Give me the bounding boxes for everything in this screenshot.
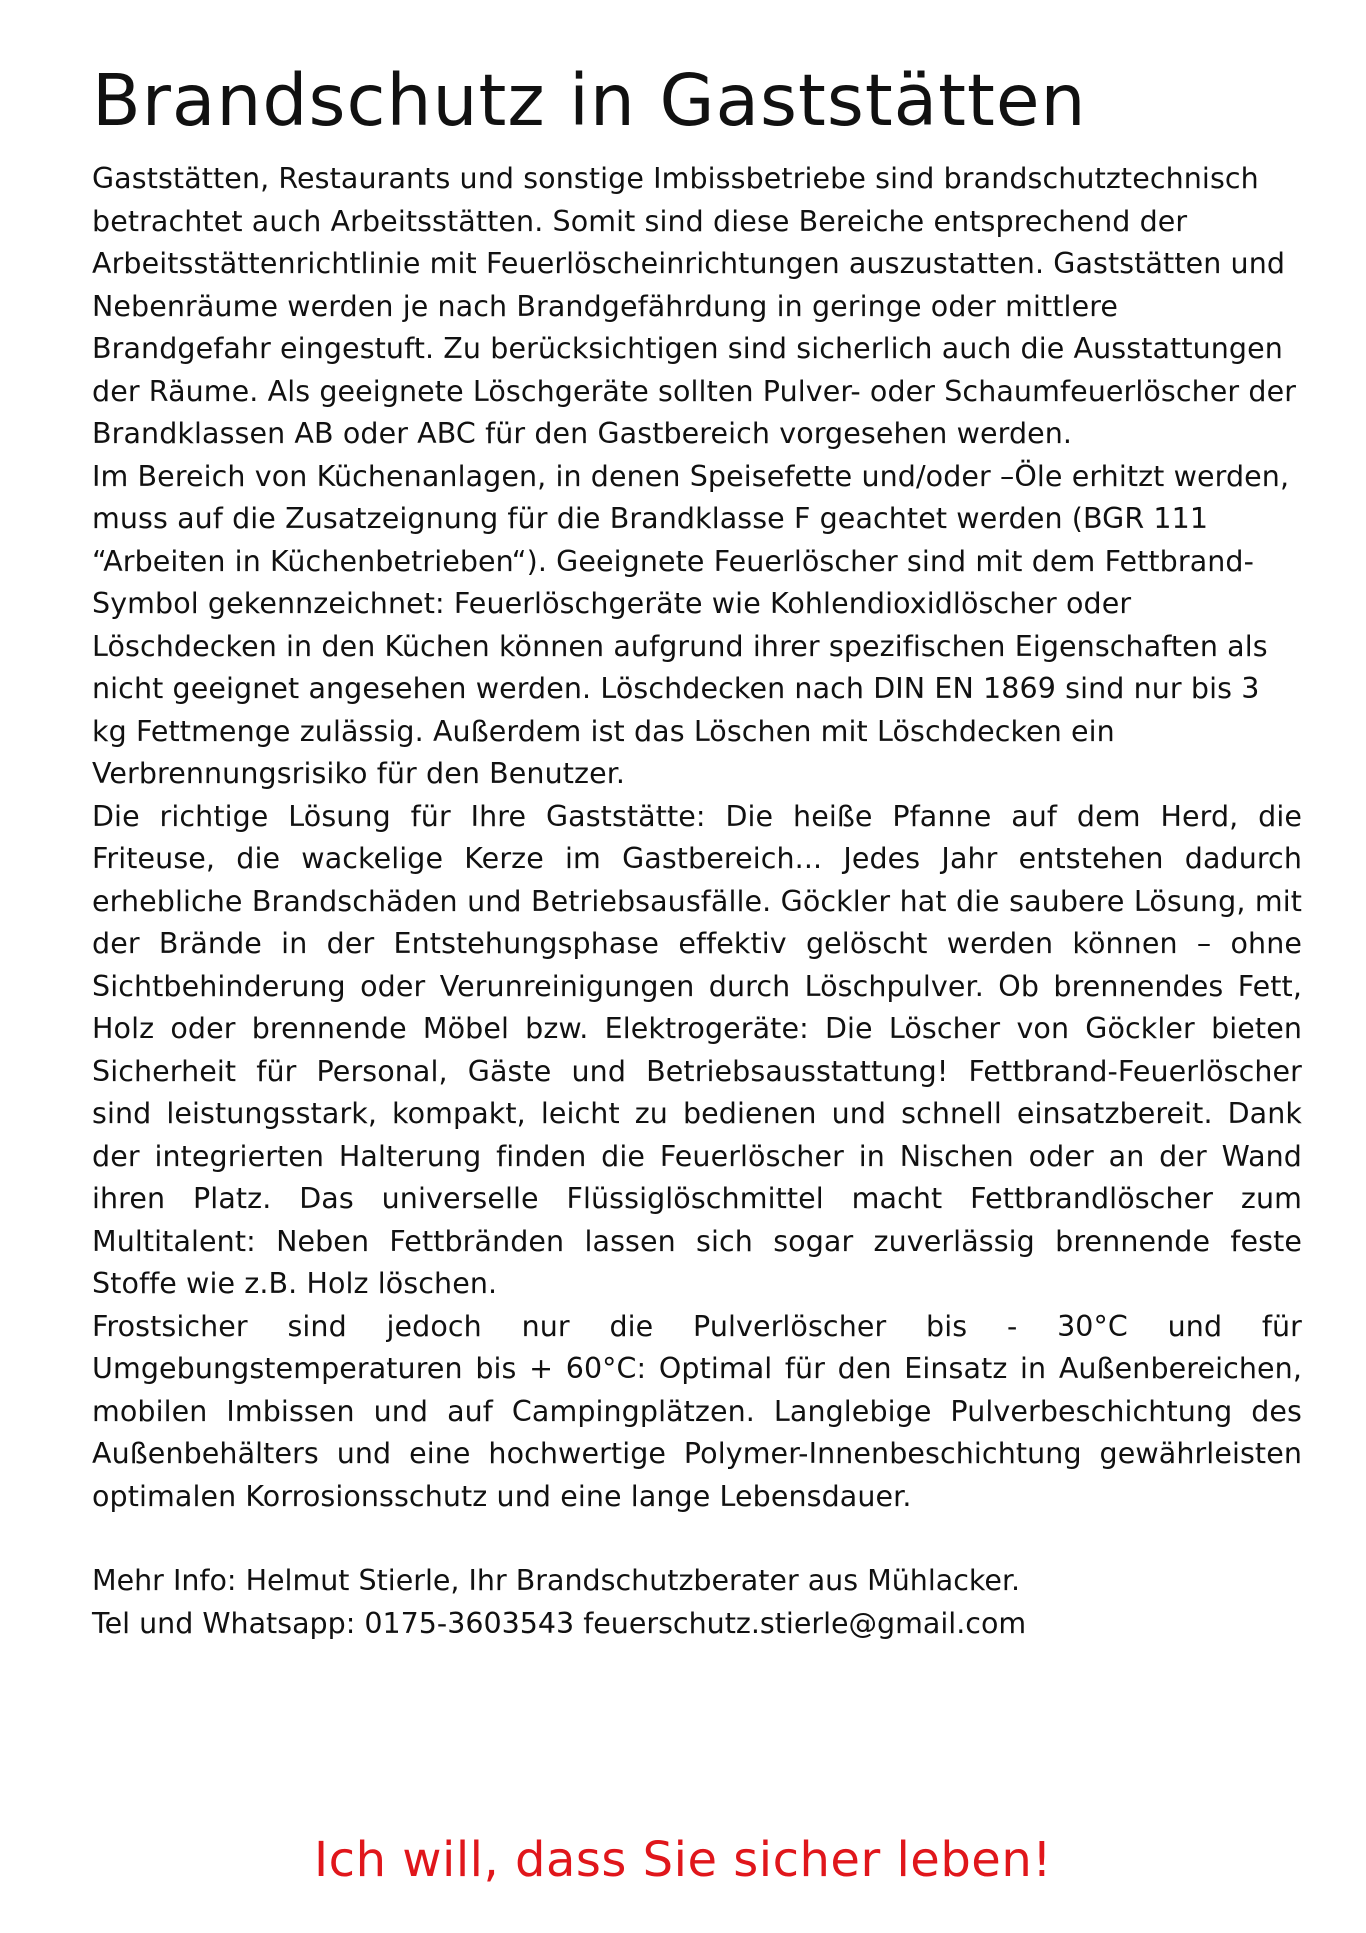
paragraph-intro: Gaststätten, Restaurants und sonstige Imbissbetriebe sind brandschutztechnisch betrachtet auch Arbeitsstätten. Somit sind diese Bereiche entsprechend der Arbeitsstättenrichtlinie mit Feuerlöscheinrichtungen auszustatten. Gaststätten und Nebenräume werden je nach Brandgefährdung in geringe oder mittlere Brandgefahr eingestuft. Zu berücksichtigen sind sicherlich auch die Ausstattungen der Räume. Als geeignete Löschgeräte sollten Pulver- oder Schaumfeuerlöscher der Brandklassen AB oder ABC für den Gastbereich vorgesehen werden. [92,162,1297,451]
contact-phone-email-line: Tel und Whatsapp: 0175-3603543 feuerschutz.stierle@gmail.com [92,1606,1027,1640]
paragraph-kitchen: Im Bereich von Küchenanlagen, in denen Speisefette und/oder –Öle erhitzt werden, muss auf die Zusatzeignung für die Brandklasse F geachtet werden (BGR 111 “Arbeiten in Küchenbetrieben“). Geeignete Feuerlöscher sind mit dem Fettbrand-Symbol gekennzeichnet: Feuerlöschgeräte wie Kohlendioxidlöscher oder Löschdecken in den Küchen können aufgrund ihrer spezifischen Eigenschaften als nicht geeignet angesehen werden. Löschdecken nach DIN EN 1869 sind nur bis 3 kg Fettmenge zulässig. Außerdem ist das Löschen mit Löschdecken ein Verbrennungsrisiko für den Benutzer. [92,459,1290,791]
document-body [92,158,1302,1518]
paragraph-frost: Frostsicher sind jedoch nur die Pulverlöscher bis - 30°C und für Umgebungstemperaturen bis + 60°C: Optimal für den Einsatz in Außenbereichen, mobilen Imbissen und auf Campingplätzen. Langlebige Pulverbeschichtung des Außenbehälters und eine hochwertige Polymer-Innenbeschichtung gewährleisten optimalen Korrosionsschutz und eine lange Lebensdauer. [92,1309,1302,1513]
paragraph-solution: Die richtige Lösung für Ihre Gaststätte: Die heiße Pfanne auf dem Herd, die Friteuse, die wackelige Kerze im Gastbereich... Jedes Jahr entstehen dadurch erhebliche Brandschäden und Betriebsausfälle. Göckler hat die saubere Lösung, mit der Brände in der Entstehungsphase effektiv gelöscht werden können – ohne Sichtbehinderung oder Verunreinigungen durch Löschpulver. Ob brennendes Fett, Holz oder brennende Möbel bzw. Elektrogeräte: Die Löscher von Göckler bieten Sicherheit für Personal, Gäste und Betriebsausstattung! Fettbrand-Feuerlöscher sind leistungsstark, kompakt, leicht zu bedienen und schnell einsatzbereit. Dank der integrierten Halterung finden die Feuerlöscher in Nischen oder an der Wand ihren Platz. Das universelle Flüssiglöschmittel macht Fettbrandlöscher zum Multitalent: Neben Fettbränden lassen sich sogar zuverlässig brennende feste Stoffe wie z.B. Holz löschen. [92,799,1302,1301]
page-title: Brandschutz in Gaststätten [92,59,1087,142]
document-page [92,59,1302,1645]
slogan: Ich will, dass Sie sicher leben! [314,1832,1052,1888]
contact-block [92,1560,1302,1645]
contact-info-line: Mehr Info: Helmut Stierle, Ihr Brandschutzberater aus Mühlacker. [92,1564,1021,1598]
